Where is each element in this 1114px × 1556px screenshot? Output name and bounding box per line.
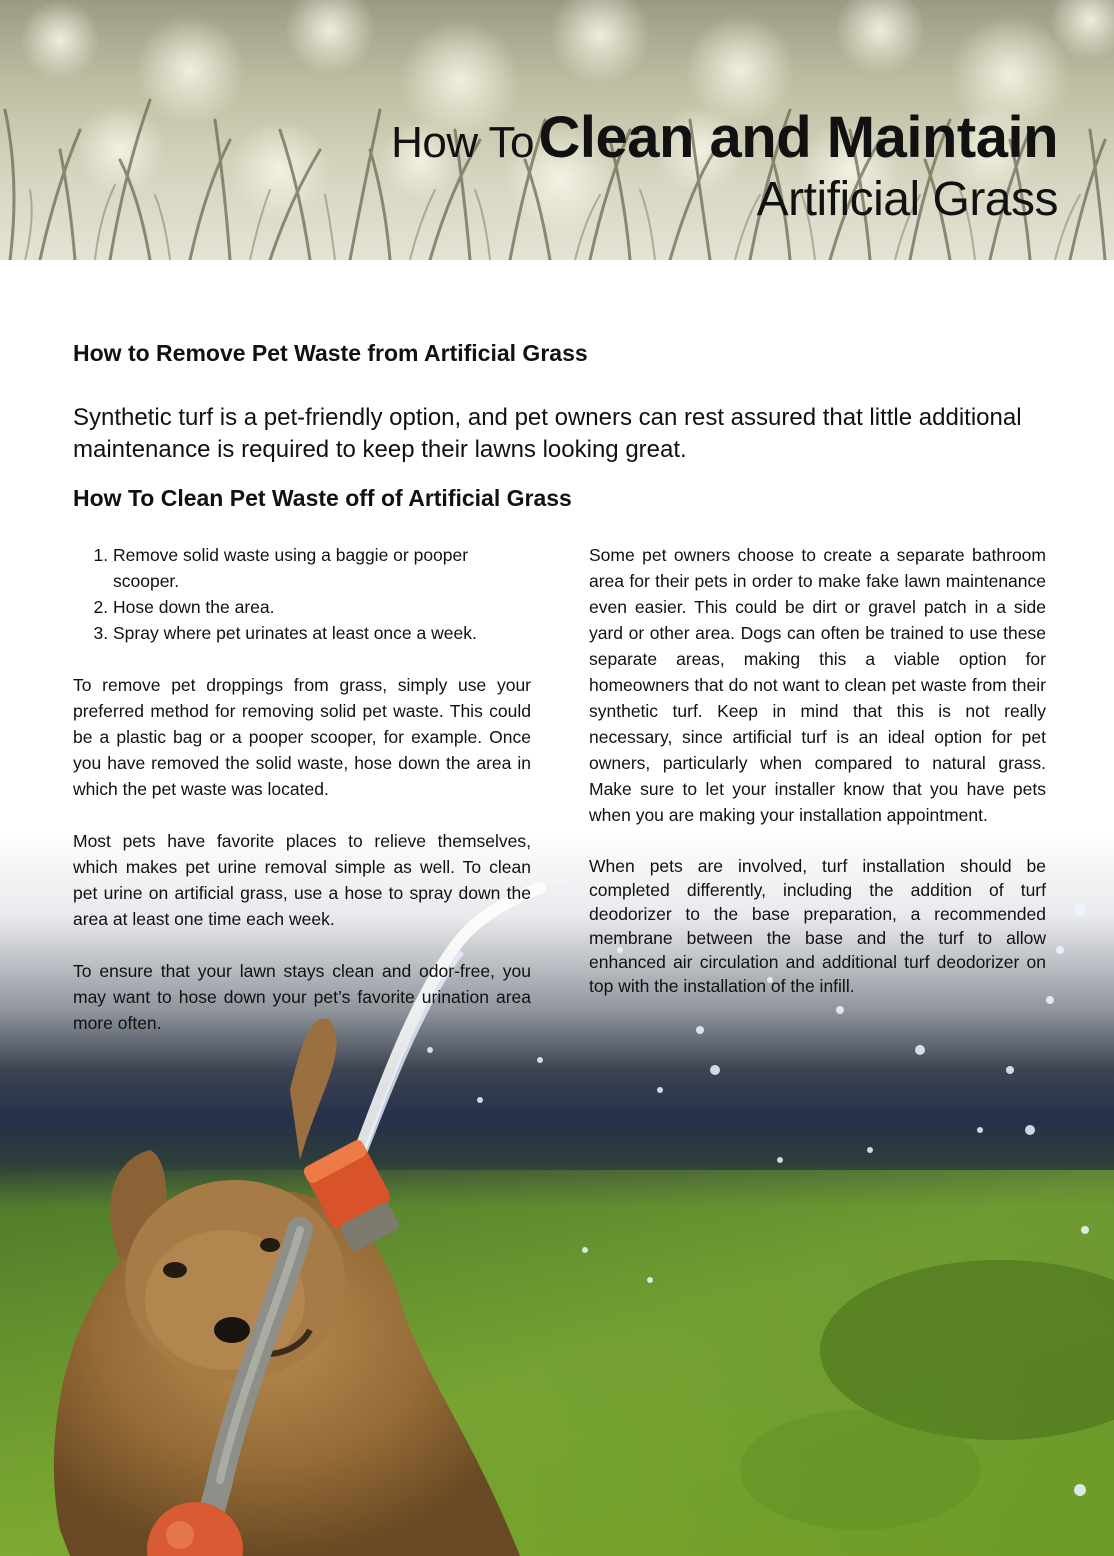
page-title <box>391 104 1058 171</box>
title-main: Clean and Maintain <box>538 105 1058 170</box>
list-item: 2. Hose down the area. <box>113 594 531 620</box>
right-column <box>589 542 1046 1024</box>
intro-paragraph: Synthetic turf is a pet-friendly option, and pet owners can rest assured that little additional maintenance is required to keep their lawns looking great. <box>73 404 1022 463</box>
steps-list <box>73 542 531 646</box>
left-column <box>73 542 531 1062</box>
paragraph-bathroom-area: Some pet owners choose to create a separate bathroom area for their pets in order to make fake lawn maintenance even easier. This could be dirt or gravel patch in a side yard or other area. Dogs can often be trained to use these separate areas, making this a viable option for homeowners that do not want to clean pet waste from their synthetic turf. Keep in mind that this is not really necessary, since artificial turf is an ideal option for pet owners, particularly when compared to natural grass. Make sure to let your installer know that you have pets when you are making your installation appointment. <box>589 545 1046 825</box>
paragraph-odor-free: To ensure that your lawn stays clean and odor-free, you may want to hose down your pet’s favorite urination area more often. <box>73 961 531 1033</box>
list-item: 1. Remove solid waste using a baggie or pooper scooper. <box>113 542 531 594</box>
paragraph-pet-urine: Most pets have favorite places to relieve themselves, which makes pet urine removal simple as well. To clean pet urine on artificial grass, use a hose to spray down the area at least one time each week. <box>73 831 531 929</box>
title-subtitle: Artificial Grass <box>756 173 1058 226</box>
list-item: 3. Spray where pet urinates at least once a week. <box>113 620 531 646</box>
header-banner <box>0 0 1114 260</box>
section-heading-remove-pet-waste: How to Remove Pet Waste from Artificial Grass <box>73 340 588 366</box>
paragraph-turf-installation: When pets are involved, turf installation should be completed differently, including the addition of turf deodorizer to the base preparation, a recommended membrane between the base and the turf to allow enhanced air circulation and additional turf deodorizer on top with the installation of the infill. <box>589 856 1046 996</box>
paragraph-pet-droppings: To remove pet droppings from grass, simply use your preferred method for removing solid pet waste. This could be a plastic bag or a pooper scooper, for example. Once you have removed the solid waste, hose down the area in which the pet waste was located. <box>73 675 531 799</box>
title-prefix: How To <box>391 118 535 167</box>
section-heading-clean-pet-waste: How To Clean Pet Waste off of Artificial Grass <box>73 485 572 511</box>
